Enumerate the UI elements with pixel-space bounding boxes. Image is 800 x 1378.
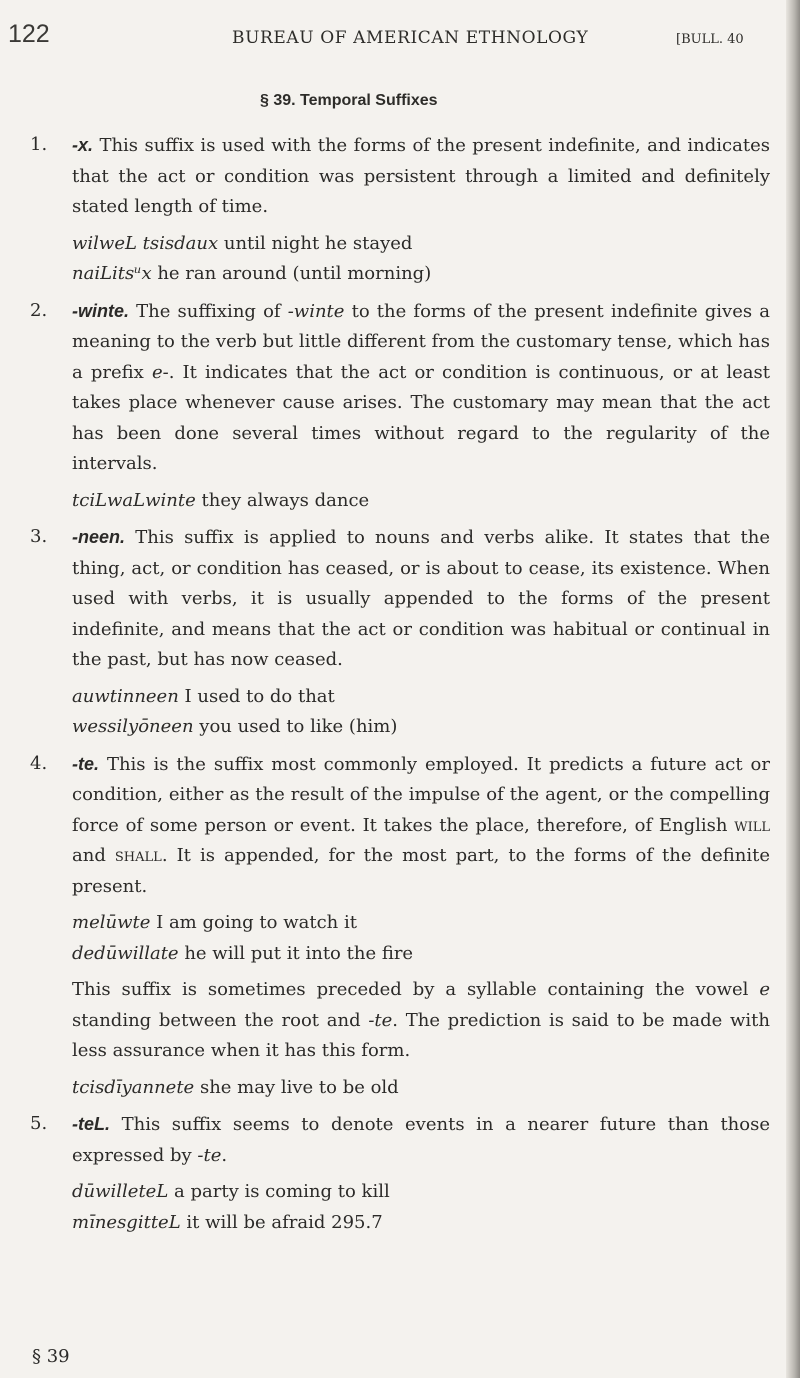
- inline-form: -te: [197, 1144, 222, 1166]
- entry-text: This suffix seems to denote events in a nearer future than those expressed by: [72, 1114, 770, 1166]
- example-line: [72, 712, 770, 743]
- gloss: I am going to watch it: [156, 912, 357, 933]
- native-word: auwtinneen: [72, 685, 179, 707]
- bulletin-number: [BULL. 40: [676, 32, 744, 47]
- footer-section-ref: § 39: [32, 1346, 70, 1367]
- gloss: he will put it into the fire: [184, 942, 414, 964]
- page-edge-shadow: [786, 0, 800, 1378]
- suffix-marker: -neen.: [72, 527, 126, 547]
- inline-form: -te: [368, 1009, 393, 1031]
- suffix-marker: -x.: [72, 135, 94, 155]
- example-line: [72, 229, 770, 260]
- entry-text: This suffix is used with the forms of the present indefinite, and indicates that the act or condition was persistent through a limited and definitely stated length of time.: [72, 135, 770, 217]
- native-word: naiLitsᵘx: [72, 263, 152, 284]
- entry-number: 4.: [30, 752, 48, 774]
- example-line: [72, 486, 770, 517]
- inline-form: e: [759, 979, 770, 1000]
- entry-text: . It is appended, for the most part, to the forms of the definite present.: [72, 845, 770, 897]
- gloss: she may live to be old: [199, 1076, 399, 1098]
- suffix-marker: -te.: [72, 753, 99, 774]
- note-text: . The prediction is said to be made with less assurance when it has this form.: [72, 1009, 770, 1061]
- entry-number: 5.: [30, 1113, 48, 1134]
- entry-paragraph: [72, 296, 770, 480]
- journal-title: BUREAU OF AMERICAN ETHNOLOGY: [232, 28, 589, 48]
- section-title: § 39. Temporal Suffixes: [260, 92, 438, 109]
- small-caps-word: will: [734, 814, 770, 836]
- body-text: [30, 130, 770, 1244]
- suffix-entry-winte: [30, 296, 770, 517]
- native-word: tcisdīyannete: [72, 1076, 195, 1098]
- inline-form: -winte: [287, 300, 345, 322]
- gloss: a party is coming to kill: [174, 1181, 390, 1202]
- suffix-marker: -winte.: [72, 300, 129, 321]
- entry-paragraph: [72, 522, 770, 676]
- native-word: dūwilleteL: [72, 1181, 169, 1202]
- entry-text: and: [72, 845, 106, 866]
- note-text: standing between the root and: [72, 1009, 361, 1031]
- gloss: he ran around (until morning): [157, 263, 432, 284]
- entry-text: The suffixing of: [136, 300, 281, 322]
- entry-number: 2.: [30, 299, 48, 321]
- suffix-entry-tel: [30, 1109, 770, 1238]
- gloss: it will be afraid 295.7: [186, 1211, 383, 1233]
- native-word: wessilyōneen: [72, 716, 194, 737]
- small-caps-word: shall: [114, 845, 162, 866]
- entry-note: [72, 975, 770, 1067]
- gloss: until night he stayed: [223, 232, 413, 254]
- entry-paragraph: [72, 1109, 770, 1171]
- example-line: [72, 1073, 770, 1104]
- entry-text: This is the suffix most commonly employed. It predicts a future act or condition, either as the result of the impulse of the agent, or the compelling force of some person or event. It takes the place, therefore, of English: [72, 753, 771, 836]
- gloss: I used to do that: [184, 685, 335, 707]
- suffix-marker: -teL.: [72, 1114, 110, 1134]
- entry-text: This suffix is applied to nouns and verbs alike. It states that the thing, act, or condition has ceased, or is about to cease, its existence. When used with verbs, it is usually appended to the forms of the present indefinite, and means that the act or condition was habitual or continual in the past, but has now ceased.: [72, 527, 770, 670]
- entry-number: 1.: [30, 134, 48, 155]
- example-line: [72, 939, 770, 970]
- page-number: 122: [8, 20, 50, 48]
- example-line: [72, 1208, 770, 1239]
- native-word: melūwte: [72, 912, 151, 933]
- native-word: wilweL tsisdaux: [72, 232, 219, 254]
- example-line: [72, 1177, 770, 1208]
- entry-number: 3.: [30, 526, 48, 547]
- entry-paragraph: [72, 130, 770, 223]
- suffix-entry-te: [30, 749, 770, 1104]
- example-line: [72, 682, 770, 713]
- native-word: dedūwillate: [72, 942, 179, 964]
- example-line: [72, 908, 770, 939]
- suffix-entry-neen: [30, 522, 770, 743]
- entry-text: . It indicates that the act or condition is continuous, or at least takes place whenever cause arises. The customary may mean that the act has been done several times without regard to the regularity of the intervals.: [72, 361, 770, 474]
- note-text: This suffix is sometimes preceded by a syllable containing the vowel: [72, 979, 749, 1000]
- inline-form: e-: [151, 361, 169, 383]
- running-head: [0, 18, 780, 58]
- gloss: they always dance: [201, 489, 370, 511]
- entry-text: to the forms of the present indefinite gives a meaning to the verb but little different from the customary tense, which has a prefix: [72, 300, 770, 383]
- entry-text: .: [221, 1144, 228, 1166]
- gloss: you used to like (him): [199, 716, 398, 737]
- example-line: [72, 259, 770, 290]
- native-word: mīnesgitteL: [72, 1211, 181, 1233]
- native-word: tciLwaLwinte: [72, 489, 196, 511]
- entry-paragraph: [72, 749, 770, 903]
- suffix-entry-x: [30, 130, 770, 290]
